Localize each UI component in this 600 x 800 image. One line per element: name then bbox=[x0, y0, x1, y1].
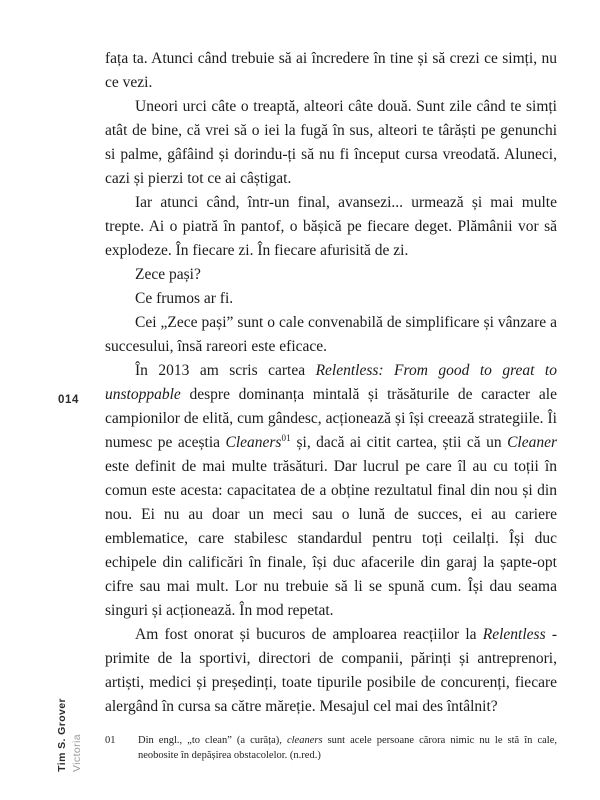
text-run: Ce frumos ar fi. bbox=[135, 290, 234, 307]
text-run: și, dacă ai citit cartea, știi că un bbox=[291, 434, 508, 451]
text-run: este definit de mai multe trăsături. Dar lucrul pe care îl au cu toții în comun este acesta: capacitatea de a obține rezultatul final din nou și din nou. Ei nu au doar un meci sau o lună de succes, ei au cariere emblematice, care stabilesc standardul pentru toți ceilalți. Își duc echipele din calificări în finale, își duc afacerile din garaj la șapte-opt cifre sau mai mult. Lor nu trebuie să li se spună cum. Își dau seama singuri și acționează. În mod repetat. bbox=[105, 458, 557, 619]
text-run: În 2013 am scris cartea bbox=[135, 362, 316, 379]
paragraph bbox=[105, 287, 557, 311]
text-run: fața ta. Atunci când trebuie să ai încredere în tine și să crezi ce simți, nu ce vezi. bbox=[105, 50, 557, 91]
book-spine bbox=[56, 698, 83, 772]
paragraph bbox=[105, 47, 557, 95]
body-text bbox=[105, 47, 557, 719]
text-run: Am fost onorat și bucuros de amploarea reacțiilor la bbox=[135, 626, 483, 643]
text-run: Cei „Zece pași” sunt o cale convenabilă de simplificare și vânzare a succesului, însă rareori este eficace. bbox=[105, 314, 557, 355]
text-run: despre dominanța mintală și trăsăturile de caracter ale campionilor de elită, cum gândesc, acționează și își creează strategiile. Îi numesc pe aceștia bbox=[105, 386, 557, 451]
text-run: Relentless bbox=[482, 626, 546, 643]
spine-title-label: Victoria bbox=[71, 733, 83, 772]
text-run: Iar atunci când, într-un final, avansezi... urmează și mai multe trepte. Ai o piatră în pantof, o bășică pe fiecare deget. Plămânii vor să explodeze. În fiecare zi. În fiecare afurisită de zi. bbox=[105, 194, 557, 259]
text-run: - primite de la sportivi, directori de companii, părinți și antreprenori, artiști, medici și președinți, toate tipurile posibile de concurenți, fiecare alergând în cursa sa către măreție. Mesajul cel mai des întâlnit? bbox=[105, 626, 557, 715]
paragraph bbox=[105, 191, 557, 263]
paragraph bbox=[105, 623, 557, 719]
text-run: Relentless: From good to great to unstoppable bbox=[105, 362, 557, 403]
text-run: Din engl., „to clean” (a curăța), bbox=[138, 735, 287, 746]
paragraph bbox=[105, 311, 557, 359]
paragraph bbox=[105, 95, 557, 191]
text-run: Cleaners bbox=[225, 434, 282, 451]
text-run: cleaners bbox=[286, 735, 323, 746]
text-run: Cleaner bbox=[507, 434, 557, 451]
footnote-text bbox=[138, 734, 557, 763]
paragraph bbox=[105, 359, 557, 623]
text-run: Zece pași? bbox=[135, 266, 201, 283]
spine-author-label: Tim S. Grover bbox=[56, 698, 68, 772]
text-run: Uneori urci câte o treaptă, alteori câte două. Sunt zile când te simți atât de bine, că vrei să o iei la fugă în sus, alteori te târăști pe genunchi si palme, gâfâind și dorindu-ți să nu fi început cursa vreodată. Aluneci, cazi și pierzi tot ce ai câștigat. bbox=[105, 98, 557, 187]
paragraph bbox=[105, 263, 557, 287]
text-run: sunt acele persoane cărora nimic nu le stă în cale, neobosite în depășirea obstacolelor. (n.red.) bbox=[138, 735, 557, 761]
footnote-marker: 01 bbox=[281, 432, 292, 443]
footnote-label: 01 bbox=[105, 735, 116, 746]
footnote bbox=[105, 734, 557, 763]
page-number: 014 bbox=[58, 394, 79, 406]
